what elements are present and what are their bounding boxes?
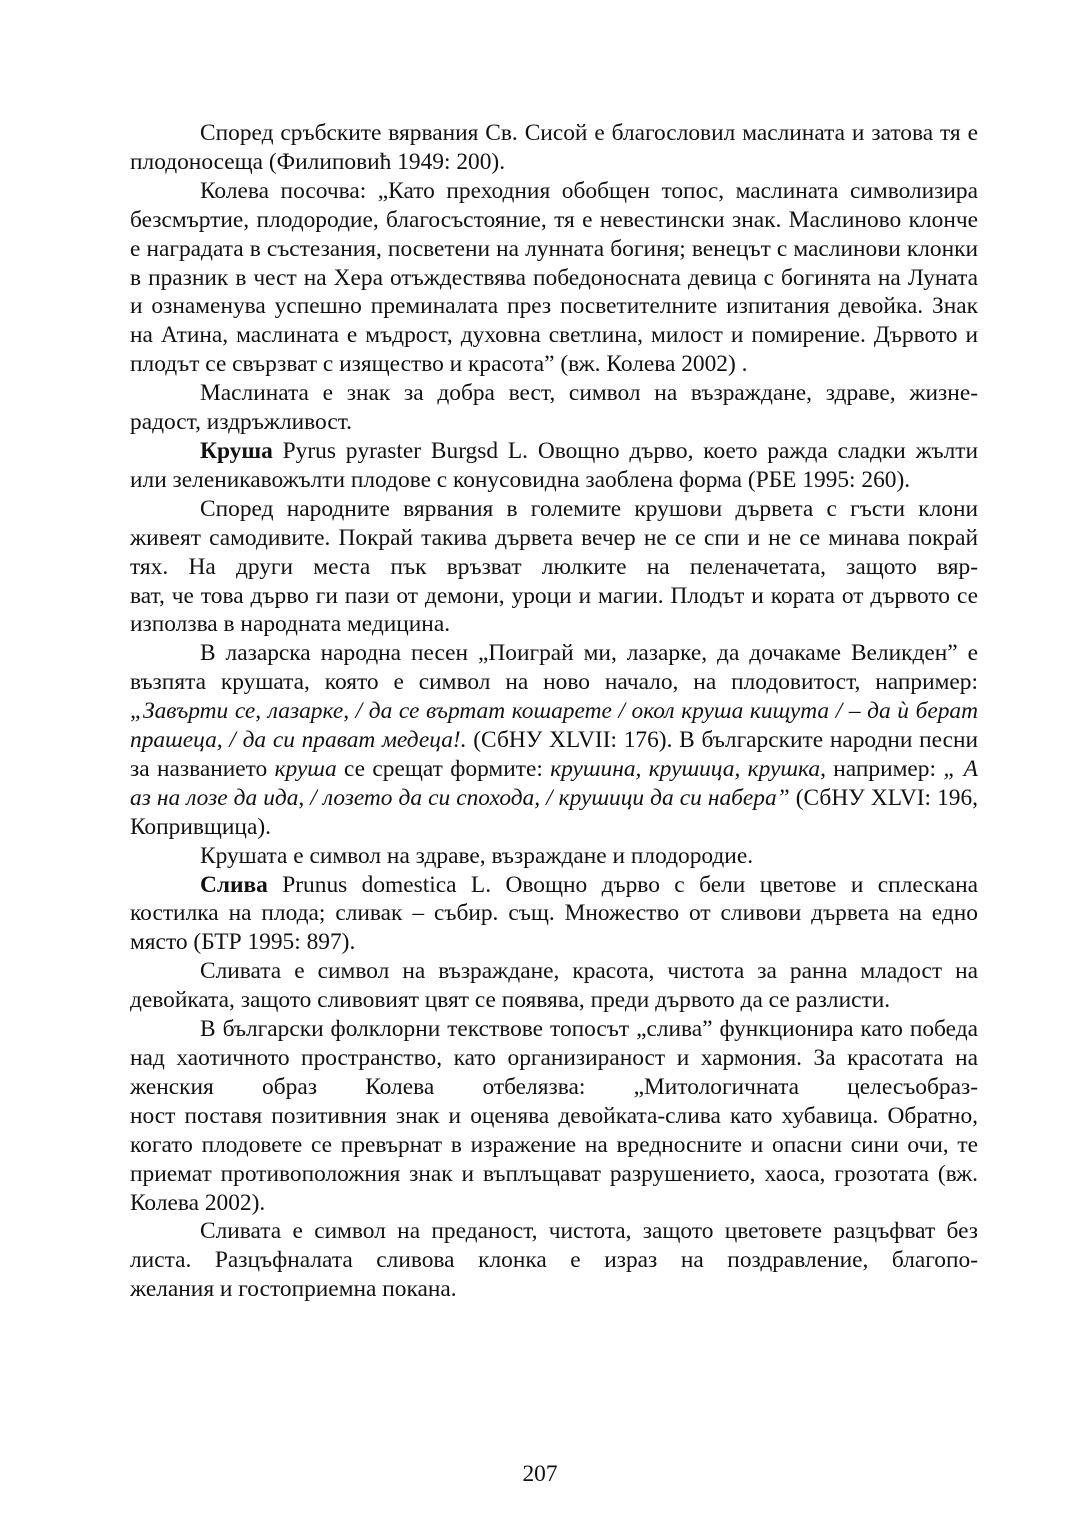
paragraph-pear-definition [130,437,978,495]
paragraph-plum-symbol: Сливата е символ на възраждане, красота, чистота за ранна младост на девойката, защото сливовият цвят се появява, преди дървото да се разлисти. [130,958,978,1014]
lazarus-text-1: В лазарска народна песен „Поиграй ми, лазарке, да дочакаме Великден” е възпята крушата, която е символ на ново начало, на плодовитост, например: [130,640,978,696]
paragraph-pear-beliefs-cont: ват, че това дърво ги пази от демони, уроци и магии. Плодът и кората от дървото се използва в народната медицина. [130,582,978,638]
paragraph-pear-symbol: Крушата е символ на здраве, възраждане и плодородие. [200,842,754,869]
paragraph-koleva-olive-quote: Колева посочва: „Като преходния обобщен топос, маслината символизира безсмъртие, плодородие, благосъстояние, тя е невестински знак. Маслиново клонче е наградата в състезания, посветени на лунната богиня; венецът с маслинови клонки в празник в чест на Хера отъждествява победоносната девица с богинята на Луната и ознаменува успешно преминалата през посветителните изпитания девойка. Знак на Атина, маслината е мъдрост, духовна светлина, милост и помирение. Дървото и плодът се свързват с изящество и красота” (вж. Колева 2002) . [130,177,978,378]
lazarus-text-5: (СбНУ XLVI: 196, Копривщица). [130,784,979,840]
lazarus-text-3: се срещат формите: [336,755,551,782]
page-number: 207 [522,1461,558,1487]
pear-definition-text: Pyrus pyraster Burgsd L. Овощно дърво, което ражда сладки жълти или зеленикавожълти плодове с конусовидна заоблена форма (РБЕ 1995: 260). [130,437,978,493]
paragraph-plum-folklore-cont: ност поставя позитивния знак и оценява девойката-слива като хубавица. Обратно, когато плодовете се превърнат в изражение на вредносните и опасни сини очи, те приемат противоположния знак и въплъщават разрушението, хаоса, грозотата (вж. Колева 2002). [130,1102,978,1216]
lazarus-text-2: (СбНУ XLVII: 176). В българските народни песни за названието [130,727,978,782]
paragraph-pear-beliefs: Според народните вярвания в големите крушови дървета с гъсти клони живеят самодивите. Покрай такива дървета вечер не се спи и не се минава покрай тях. На други места пък връзват люлките на пеленачетата, защото вяр- [130,495,978,580]
plum-definition-text: Prunus domestica L. Овощно дърво с бели цветове и сплескана костилка на плода; сливак – събир. същ. Множество от сливови дървета на едно място (БТР 1995: 897). [130,871,978,956]
lazarus-term-pear: круша [274,755,337,782]
paragraph-lazarus-song [130,639,978,841]
lazarus-quote-1: „Завърти се, лазарке, / да се въртат кошарете / окол круша кищута / – да ѝ берат прашеца, / да си прават медеца!. [130,698,978,754]
term-plum: Слива [200,871,268,898]
paragraph-olive-symbol-cont: радост, издръжливост. [130,409,353,436]
paragraph-serbian-beliefs: Според сръбските вярвания Св. Сисой е благословил маслината и затова тя е плодоносеща (Филиповић 1949: 200). [130,120,978,175]
paragraph-plum-devotion: Сливата е символ на преданост, чистота, защото цветовете разцъфват без листа. Разцъфналата сливова клонка е израз на поздравление, благопо- [130,1218,978,1274]
paragraph-plum-devotion-cont: желания и гостоприемна покана. [130,1276,457,1303]
term-pear: Круша [200,437,273,464]
paragraph-olive-symbol: Маслината е знак за добра вест, символ на възраждане, здраве, жизне- [200,380,978,407]
lazarus-forms: крушина, крушица, крушка [550,755,821,782]
paragraph-plum-folklore: В български фолклорни текствове топосът „слива” функционира като победа над хаотичното пространство, като организираност и хармония. За красотата на женския образ Колева отбелязва: „Митологичната целесъобраз- [130,1016,978,1100]
lazarus-text-4: , например: [820,755,944,782]
page-body [130,119,978,1304]
lazarus-quote-2: „ А аз на лозе да ида, / лозето да си спохода, / крушици да си набера” [130,755,978,811]
paragraph-plum-definition [130,871,978,958]
